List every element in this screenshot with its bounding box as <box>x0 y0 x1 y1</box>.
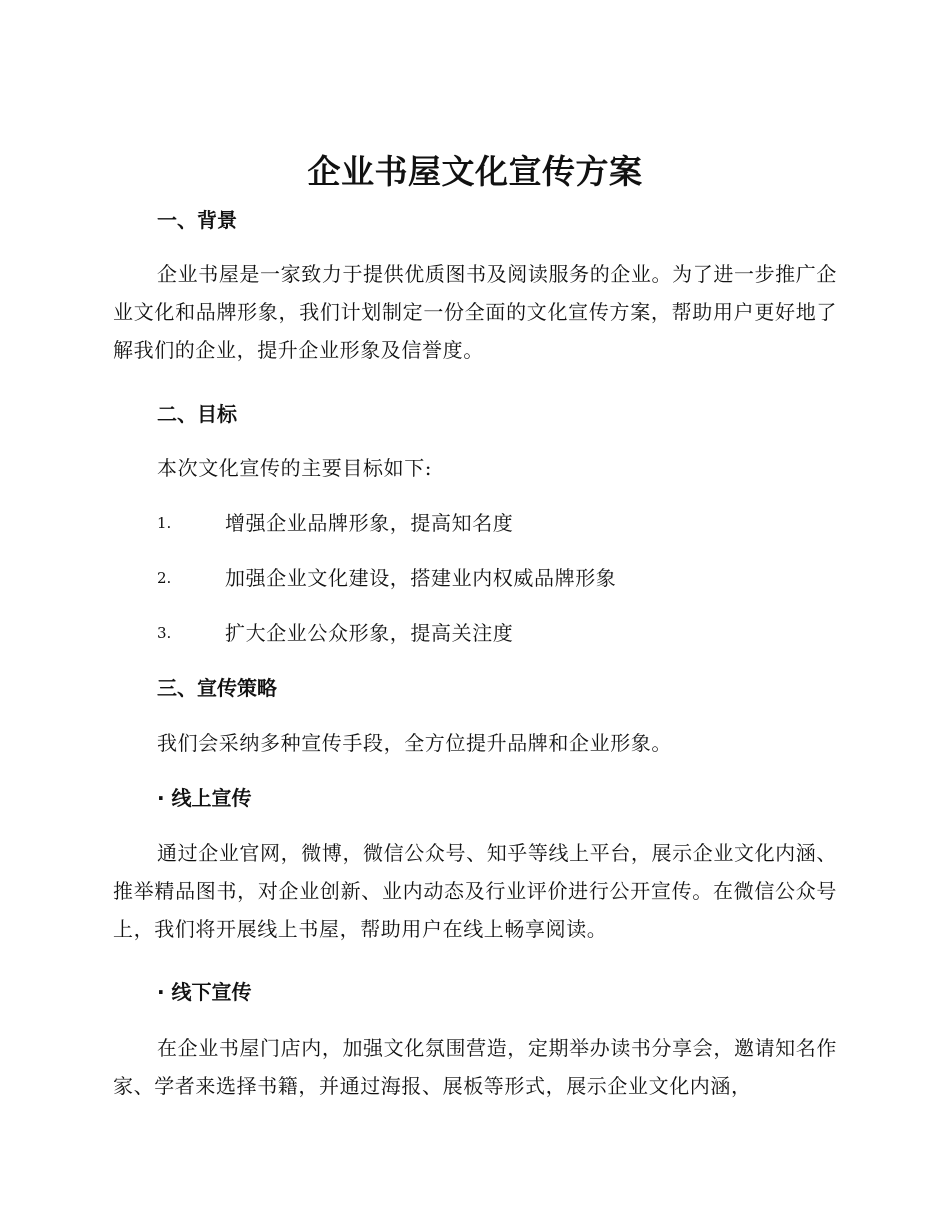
section-heading-strategy: 三、宣传策略 <box>157 676 277 700</box>
subheading-offline: · 线下宣传 <box>157 980 252 1004</box>
list-text: 加强企业文化建设，搭建业内权威品牌形象 <box>225 566 617 590</box>
goals-intro: 本次文化宣传的主要目标如下: <box>157 456 433 480</box>
list-number: 3. <box>157 624 172 642</box>
background-paragraph: 企业书屋是一家致力于提供优质图书及阅读服务的企业。为了进一步推广企业文化和品牌形象，我们计划制定一份全面的文化宣传方案，帮助用户更好地了解我们的企业，提升企业形象及信誉度。 <box>113 262 837 362</box>
subheading-online: · 线上宣传 <box>157 786 252 810</box>
strategy-intro: 我们会采纳多种宣传手段，全方位提升品牌和企业形象。 <box>157 731 672 755</box>
list-text: 增强企业品牌形象，提高知名度 <box>225 511 514 535</box>
online-paragraph: 通过企业官网，微博，微信公众号、知乎等线上平台，展示企业文化内涵、推举精品图书，对企业创新、业内动态及行业评价进行公开宣传。在微信公众号上，我们将开展线上书屋，帮助用户在线上畅享阅读。 <box>113 841 837 941</box>
list-text: 扩大企业公众形象，提高关注度 <box>225 621 514 645</box>
offline-paragraph: 在企业书屋门店内，加强文化氛围营造，定期举办读书分享会，邀请知名作家、学者来选择书籍，并通过海报、展板等形式，展示企业文化内涵， <box>113 1036 837 1098</box>
section-heading-goals: 二、目标 <box>157 402 237 426</box>
section-heading-background: 一、背景 <box>157 208 237 232</box>
document-title: 企业书屋文化宣传方案 <box>307 152 643 191</box>
list-number: 1. <box>157 514 172 532</box>
list-number: 2. <box>157 569 172 587</box>
